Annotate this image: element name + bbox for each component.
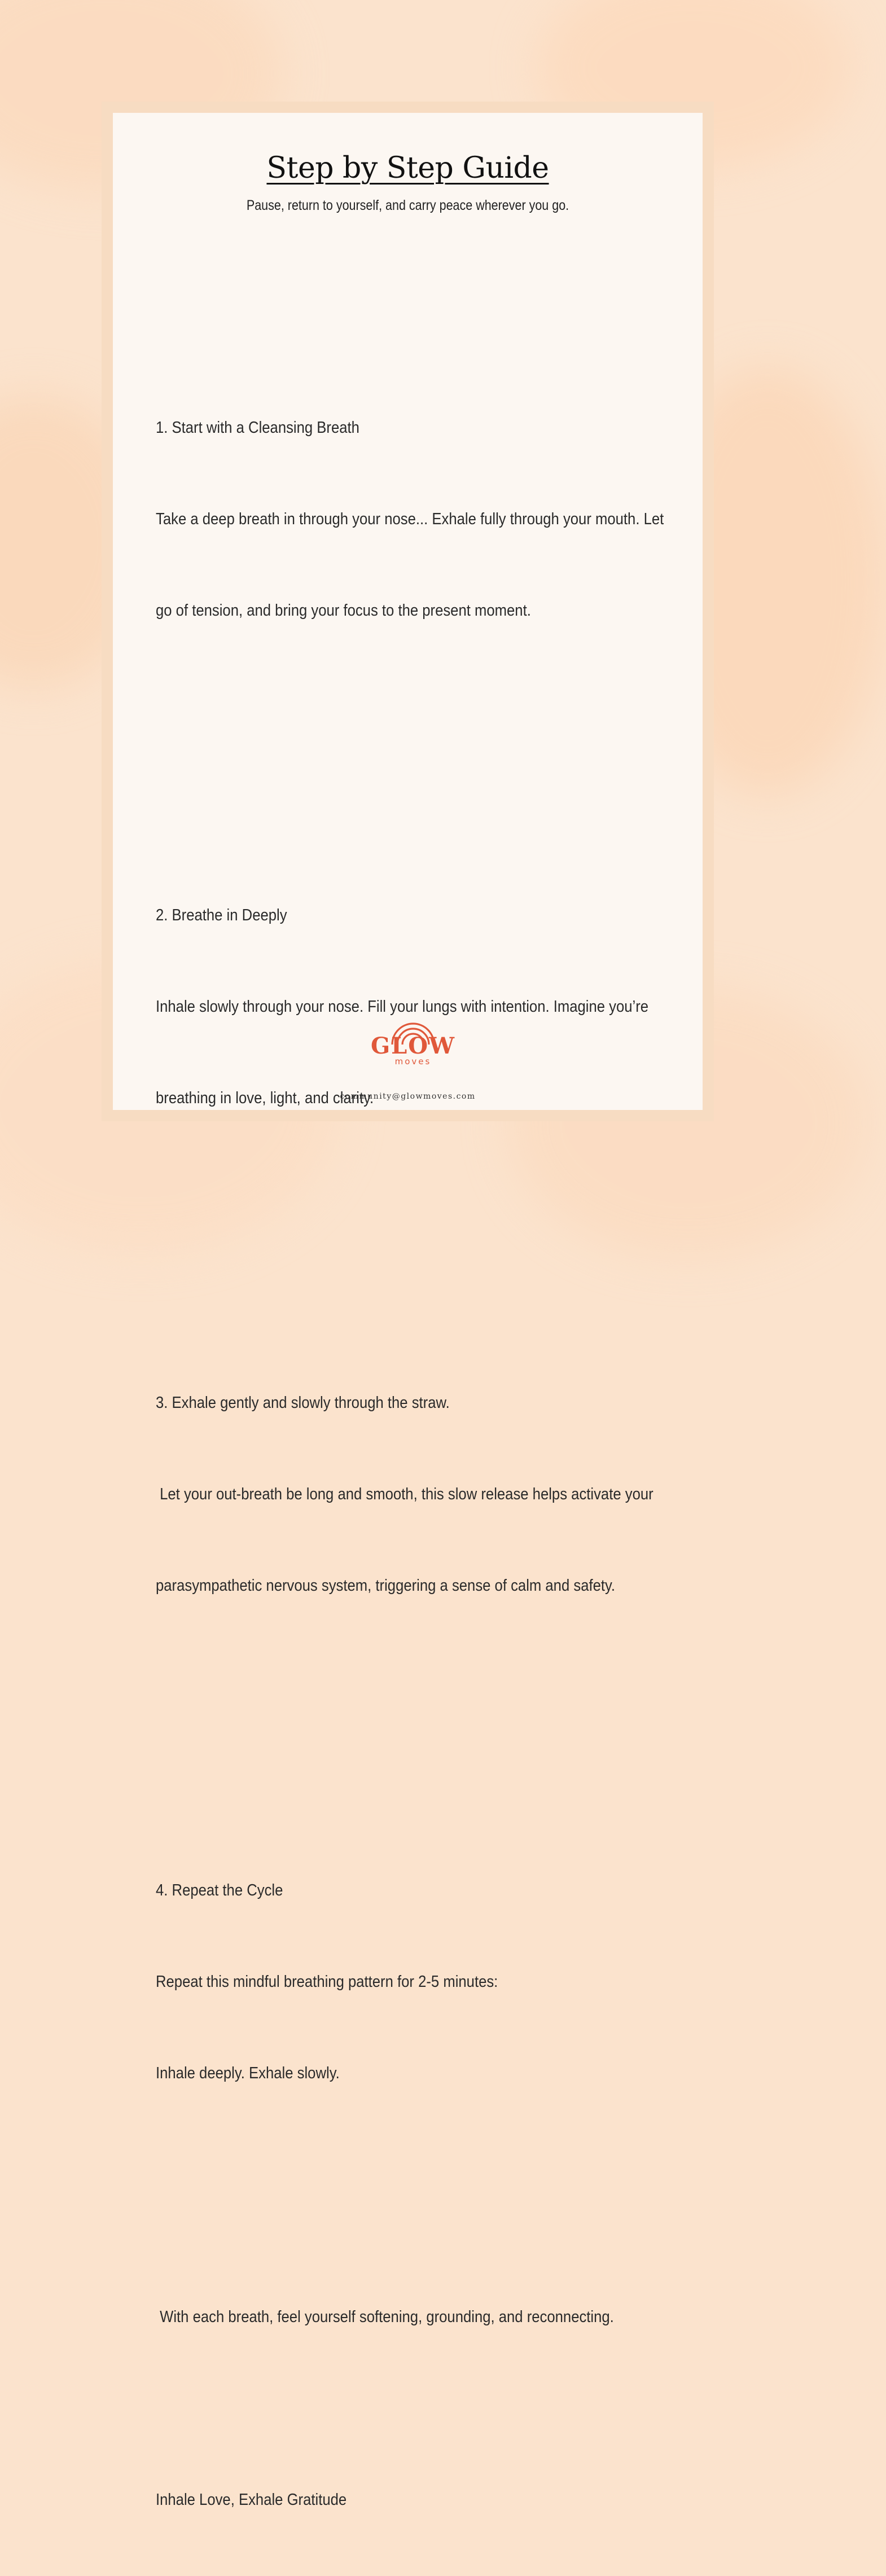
closing-text: With each breath, feel yourself softening, grounding, and reconnecting. — [156, 2308, 614, 2326]
logo-subtext: moves — [394, 1056, 432, 1067]
step-text: breathing in love, light, and clarity. — [156, 1089, 374, 1107]
step-heading: 1. Start with a Cleansing Breath — [156, 419, 359, 437]
step-text: go of tension, and bring your focus to the present moment. — [156, 602, 531, 620]
step-3 — [156, 1327, 653, 1662]
page-subtitle: Pause, return to yourself, and carry peace wherever you go. — [246, 198, 569, 213]
guide-body — [156, 291, 664, 2576]
logo-wordmark: GLOW — [370, 1033, 456, 1059]
step-text: Repeat this mindful breathing pattern for 2-5 minutes: — [156, 1973, 498, 1991]
step-text: parasympathetic nervous system, triggering a sense of calm and safety. — [156, 1577, 616, 1595]
glow-moves-logo — [364, 1013, 463, 1069]
step-heading: 3. Exhale gently and slowly through the straw. — [156, 1394, 450, 1412]
card-frame — [102, 102, 714, 2509]
page-title: Step by Step Guide — [266, 151, 549, 185]
step-4 — [156, 1814, 650, 2149]
step-text: Inhale deeply. Exhale slowly. — [156, 2064, 340, 2082]
step-1 — [156, 352, 664, 687]
step-heading: 4. Repeat the Cycle — [156, 1881, 283, 1899]
contact-email: community@glowmoves.com — [340, 1092, 476, 1101]
step-text: Take a deep breath in through your nose... Exhale fully through your mouth. Let — [156, 510, 664, 528]
step-text: Let your out-breath be long and smooth, this slow release helps activate your — [156, 1485, 653, 1503]
signoff-text: Inhale Love, Exhale Gratitude — [156, 2491, 347, 2509]
guide-card — [113, 113, 703, 2509]
step-text: Inhale slowly through your nose. Fill your lungs with intention. Imagine you’re — [156, 998, 649, 1016]
step-2 — [156, 839, 650, 1174]
step-heading: 2. Breathe in Deeply — [156, 906, 287, 924]
